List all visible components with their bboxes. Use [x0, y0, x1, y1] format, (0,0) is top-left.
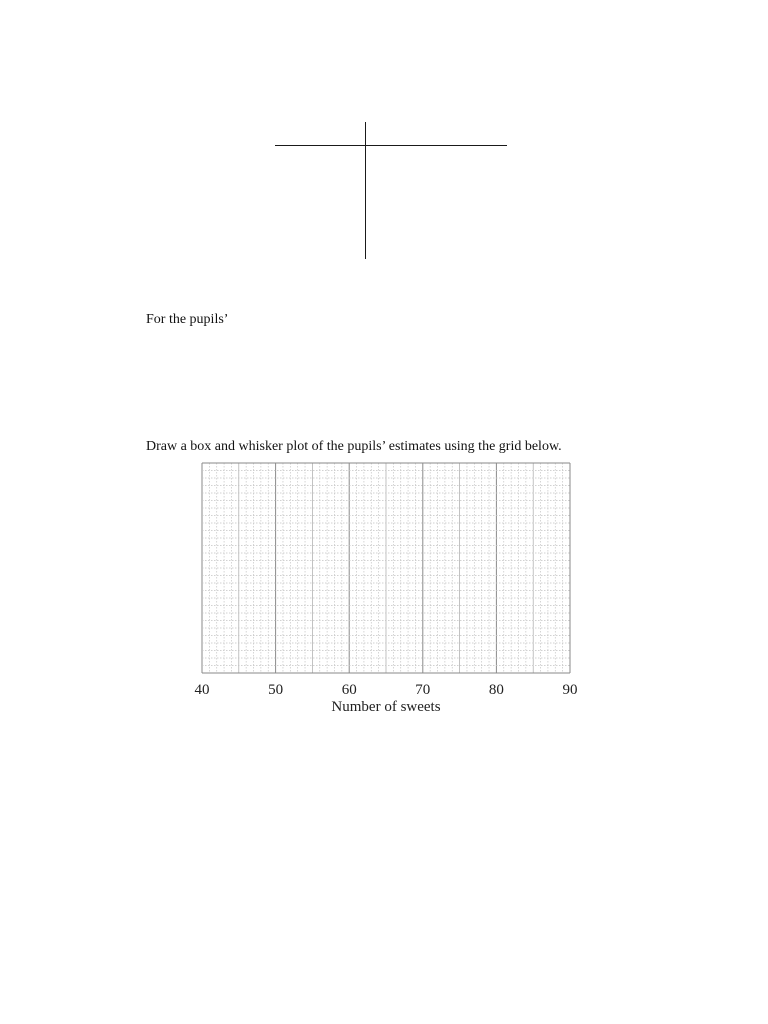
instruction-text: Draw a box and whisker plot of the pupils’ estimates using the grid below. [146, 439, 562, 454]
stem-leaf-vertical-rule [365, 122, 366, 259]
x-tick-label: 90 [562, 682, 578, 698]
x-axis-label: Number of sweets [331, 699, 441, 715]
answer-grid[interactable] [190, 455, 590, 725]
x-tick-label: 80 [488, 682, 504, 698]
grid-lines [202, 463, 570, 673]
stem-leaf-horizontal-rule [275, 145, 507, 146]
x-tick-label: 50 [268, 682, 284, 698]
x-tick-label: 70 [415, 682, 431, 698]
x-tick-labels [195, 682, 578, 698]
x-tick-label: 40 [194, 682, 210, 698]
x-tick-label: 60 [341, 682, 357, 698]
pupils-line-text: For the pupils’ [146, 312, 229, 327]
